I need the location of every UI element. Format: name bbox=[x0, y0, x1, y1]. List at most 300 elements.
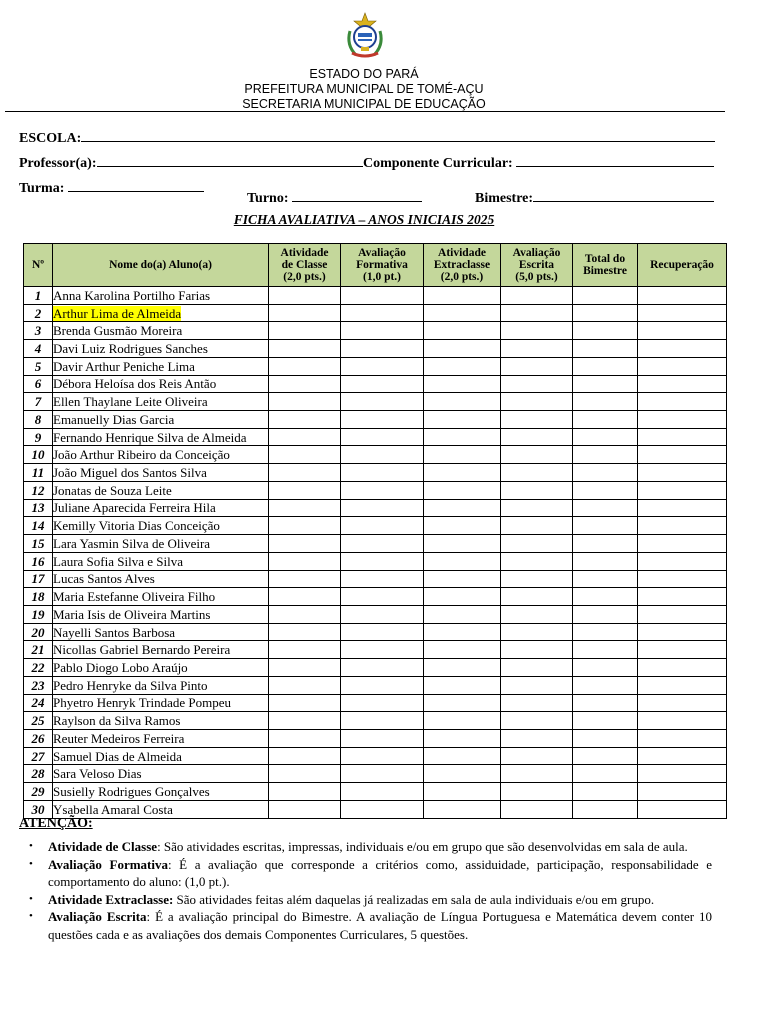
class-activity-cell[interactable] bbox=[269, 747, 341, 765]
formative-cell[interactable] bbox=[341, 676, 424, 694]
recovery-cell[interactable] bbox=[638, 729, 727, 747]
bullet-icon: • bbox=[29, 910, 33, 922]
extraclass-cell[interactable] bbox=[424, 428, 501, 446]
note-class-activity bbox=[29, 838, 712, 856]
row-number: 14 bbox=[24, 517, 53, 535]
student-name-text: Arthur Lima de Almeida bbox=[53, 305, 182, 321]
extraclass-cell[interactable] bbox=[424, 304, 501, 322]
total-cell[interactable] bbox=[573, 322, 638, 340]
header-written-l1: Avaliação bbox=[512, 247, 561, 259]
formative-cell[interactable] bbox=[341, 747, 424, 765]
total-cell[interactable] bbox=[573, 623, 638, 641]
extraclass-cell[interactable] bbox=[424, 729, 501, 747]
written-cell[interactable] bbox=[501, 464, 573, 482]
student-name-text: Maria Estefanne Oliveira Filho bbox=[53, 589, 216, 605]
formative-cell[interactable] bbox=[341, 588, 424, 606]
header-secretariat: SECRETARIA MUNICIPAL DE EDUCAÇÃO bbox=[242, 97, 486, 111]
student-name-text: Nicollas Gabriel Bernardo Pereira bbox=[53, 642, 231, 658]
recovery-cell[interactable] bbox=[638, 588, 727, 606]
extraclass-cell[interactable] bbox=[424, 357, 501, 375]
written-cell[interactable] bbox=[501, 588, 573, 606]
table-row bbox=[24, 623, 727, 641]
note-extraclass-activity bbox=[29, 891, 712, 909]
formative-cell[interactable] bbox=[341, 552, 424, 570]
student-name bbox=[53, 375, 269, 393]
total-cell[interactable] bbox=[573, 641, 638, 659]
row-number: 8 bbox=[24, 411, 53, 429]
total-cell[interactable] bbox=[573, 375, 638, 393]
total-cell[interactable] bbox=[573, 393, 638, 411]
total-cell[interactable] bbox=[573, 535, 638, 553]
teacher-field[interactable] bbox=[19, 153, 363, 172]
formative-cell[interactable] bbox=[341, 287, 424, 305]
extraclass-cell[interactable] bbox=[424, 712, 501, 730]
recovery-cell[interactable] bbox=[638, 623, 727, 641]
table-row bbox=[24, 481, 727, 499]
header-number: Nº bbox=[24, 244, 53, 287]
school-field[interactable] bbox=[19, 128, 715, 147]
recovery-cell[interactable] bbox=[638, 481, 727, 499]
written-cell[interactable] bbox=[501, 304, 573, 322]
formative-cell[interactable] bbox=[341, 375, 424, 393]
class-activity-cell[interactable] bbox=[269, 428, 341, 446]
table-row bbox=[24, 499, 727, 517]
recovery-cell[interactable] bbox=[638, 800, 727, 818]
student-name bbox=[53, 765, 269, 783]
extraclass-cell[interactable] bbox=[424, 588, 501, 606]
row-number: 3 bbox=[24, 322, 53, 340]
row-number: 27 bbox=[24, 747, 53, 765]
note-formative-assessment bbox=[29, 856, 712, 891]
formative-cell[interactable] bbox=[341, 712, 424, 730]
class-activity-cell[interactable] bbox=[269, 517, 341, 535]
header-total-l2: Bimestre bbox=[583, 265, 627, 277]
formative-cell[interactable] bbox=[341, 729, 424, 747]
written-cell[interactable] bbox=[501, 499, 573, 517]
header-total-l1: Total do bbox=[584, 253, 626, 265]
note-term: Atividade Extraclasse: bbox=[48, 891, 174, 907]
total-cell[interactable] bbox=[573, 481, 638, 499]
header-class-activity-l3: (2,0 pts.) bbox=[283, 271, 326, 283]
recovery-cell[interactable] bbox=[638, 641, 727, 659]
class-field[interactable] bbox=[19, 178, 204, 197]
row-number: 10 bbox=[24, 446, 53, 464]
written-cell[interactable] bbox=[501, 570, 573, 588]
student-name-text: Lara Yasmin Silva de Oliveira bbox=[53, 535, 211, 551]
extraclass-cell[interactable] bbox=[424, 623, 501, 641]
class-activity-cell[interactable] bbox=[269, 287, 341, 305]
table-row bbox=[24, 322, 727, 340]
row-number: 4 bbox=[24, 340, 53, 358]
formative-cell[interactable] bbox=[341, 659, 424, 677]
row-number: 15 bbox=[24, 535, 53, 553]
header-student-name: Nome do(a) Aluno(a) bbox=[53, 244, 269, 287]
student-name bbox=[53, 287, 269, 305]
written-cell[interactable] bbox=[501, 623, 573, 641]
table-row bbox=[24, 287, 727, 305]
row-number: 26 bbox=[24, 729, 53, 747]
formative-cell[interactable] bbox=[341, 694, 424, 712]
written-cell[interactable] bbox=[501, 783, 573, 801]
extraclass-cell[interactable] bbox=[424, 535, 501, 553]
class-activity-cell[interactable] bbox=[269, 570, 341, 588]
written-cell[interactable] bbox=[501, 676, 573, 694]
extraclass-cell[interactable] bbox=[424, 464, 501, 482]
student-name-text: Davir Arthur Peniche Lima bbox=[53, 358, 195, 374]
written-cell[interactable] bbox=[501, 641, 573, 659]
class-activity-cell[interactable] bbox=[269, 322, 341, 340]
student-name-text: Lucas Santos Alves bbox=[53, 571, 155, 587]
total-cell[interactable] bbox=[573, 729, 638, 747]
bullet-icon: • bbox=[29, 892, 33, 905]
formative-cell[interactable] bbox=[341, 464, 424, 482]
shift-line bbox=[292, 188, 422, 202]
student-name-text: Emanuelly Dias Garcia bbox=[53, 411, 175, 427]
total-cell[interactable] bbox=[573, 552, 638, 570]
row-number: 9 bbox=[24, 428, 53, 446]
student-name bbox=[53, 393, 269, 411]
written-cell[interactable] bbox=[501, 393, 573, 411]
total-cell[interactable] bbox=[573, 783, 638, 801]
formative-cell[interactable] bbox=[341, 800, 424, 818]
written-cell[interactable] bbox=[501, 535, 573, 553]
total-cell[interactable] bbox=[573, 588, 638, 606]
shift-field[interactable] bbox=[247, 188, 422, 207]
extraclass-cell[interactable] bbox=[424, 747, 501, 765]
recovery-cell[interactable] bbox=[638, 747, 727, 765]
subject-line bbox=[516, 153, 714, 167]
header-state: ESTADO DO PARÁ bbox=[309, 67, 419, 81]
extraclass-cell[interactable] bbox=[424, 783, 501, 801]
class-activity-cell[interactable] bbox=[269, 446, 341, 464]
recovery-cell[interactable] bbox=[638, 712, 727, 730]
student-name bbox=[53, 747, 269, 765]
student-name bbox=[53, 411, 269, 429]
student-name bbox=[53, 623, 269, 641]
formative-cell[interactable] bbox=[341, 357, 424, 375]
bimester-label: Bimestre: bbox=[475, 191, 534, 206]
table-row bbox=[24, 729, 727, 747]
written-cell[interactable] bbox=[501, 357, 573, 375]
table-row bbox=[24, 747, 727, 765]
recovery-cell[interactable] bbox=[638, 535, 727, 553]
student-name bbox=[53, 304, 269, 322]
formative-cell[interactable] bbox=[341, 428, 424, 446]
student-name-text: Maria Isis de Oliveira Martins bbox=[53, 606, 211, 622]
class-activity-cell[interactable] bbox=[269, 659, 341, 677]
formative-cell[interactable] bbox=[341, 481, 424, 499]
table-header-row bbox=[24, 244, 727, 287]
formative-cell[interactable] bbox=[341, 765, 424, 783]
recovery-cell[interactable] bbox=[638, 357, 727, 375]
extraclass-cell[interactable] bbox=[424, 517, 501, 535]
header-formative-l3: (1,0 pt.) bbox=[362, 271, 401, 283]
student-name bbox=[53, 446, 269, 464]
recovery-cell[interactable] bbox=[638, 464, 727, 482]
table-row bbox=[24, 659, 727, 677]
class-line bbox=[68, 178, 204, 192]
recovery-cell[interactable] bbox=[638, 499, 727, 517]
row-number: 6 bbox=[24, 375, 53, 393]
recovery-cell[interactable] bbox=[638, 340, 727, 358]
extraclass-cell[interactable] bbox=[424, 393, 501, 411]
recovery-cell[interactable] bbox=[638, 304, 727, 322]
total-cell[interactable] bbox=[573, 304, 638, 322]
row-number: 13 bbox=[24, 499, 53, 517]
formative-cell[interactable] bbox=[341, 783, 424, 801]
written-cell[interactable] bbox=[501, 729, 573, 747]
extraclass-cell[interactable] bbox=[424, 287, 501, 305]
formative-cell[interactable] bbox=[341, 446, 424, 464]
extraclass-cell[interactable] bbox=[424, 659, 501, 677]
recovery-cell[interactable] bbox=[638, 694, 727, 712]
student-name-text: Raylson da Silva Ramos bbox=[53, 713, 181, 729]
header-class-activity-l2: de Classe bbox=[281, 259, 328, 271]
total-cell[interactable] bbox=[573, 605, 638, 623]
formative-cell[interactable] bbox=[341, 322, 424, 340]
extraclass-cell[interactable] bbox=[424, 694, 501, 712]
page-title: FICHA AVALIATIVA – ANOS INICIAIS 2025 bbox=[233, 212, 495, 227]
header-class-activity-l1: Atividade bbox=[280, 247, 329, 259]
student-name bbox=[53, 481, 269, 499]
student-name bbox=[53, 605, 269, 623]
total-cell[interactable] bbox=[573, 428, 638, 446]
class-activity-cell[interactable] bbox=[269, 588, 341, 606]
header-extraclass-l1: Atividade bbox=[438, 247, 486, 259]
header-bimester-total bbox=[573, 244, 638, 287]
total-cell[interactable] bbox=[573, 464, 638, 482]
shift-label: Turno: bbox=[247, 191, 289, 206]
student-name-text: Pedro Henryke da Silva Pinto bbox=[53, 677, 208, 693]
formative-cell[interactable] bbox=[341, 623, 424, 641]
total-cell[interactable] bbox=[573, 411, 638, 429]
class-activity-cell[interactable] bbox=[269, 481, 341, 499]
recovery-cell[interactable] bbox=[638, 411, 727, 429]
student-name-text: Kemilly Vitoria Dias Conceição bbox=[53, 518, 220, 534]
formative-cell[interactable] bbox=[341, 517, 424, 535]
row-number: 24 bbox=[24, 694, 53, 712]
written-cell[interactable] bbox=[501, 605, 573, 623]
written-cell[interactable] bbox=[501, 287, 573, 305]
note-text: : É a avaliação principal do Bimestre. A avaliação de Língua Portuguesa e Matemática devem conter 10 questões cada e as avaliações dos demais Componentes Curriculares, 5 questões. bbox=[48, 909, 712, 942]
total-cell[interactable] bbox=[573, 765, 638, 783]
table-row bbox=[24, 340, 727, 358]
row-number: 18 bbox=[24, 588, 53, 606]
bimester-field[interactable] bbox=[475, 188, 714, 207]
extraclass-cell[interactable] bbox=[424, 411, 501, 429]
formative-cell[interactable] bbox=[341, 340, 424, 358]
student-name-text: Samuel Dias de Almeida bbox=[53, 748, 182, 764]
student-name bbox=[53, 535, 269, 553]
class-activity-cell[interactable] bbox=[269, 783, 341, 801]
table-row bbox=[24, 535, 727, 553]
header-written-l3: (5,0 pts.) bbox=[515, 271, 558, 283]
row-number: 20 bbox=[24, 623, 53, 641]
total-cell[interactable] bbox=[573, 499, 638, 517]
class-activity-cell[interactable] bbox=[269, 552, 341, 570]
table-row bbox=[24, 800, 727, 818]
recovery-cell[interactable] bbox=[638, 375, 727, 393]
recovery-cell[interactable] bbox=[638, 783, 727, 801]
class-activity-cell[interactable] bbox=[269, 712, 341, 730]
total-cell[interactable] bbox=[573, 676, 638, 694]
extraclass-cell[interactable] bbox=[424, 446, 501, 464]
total-cell[interactable] bbox=[573, 340, 638, 358]
header-extraclass-l2: Extraclasse bbox=[433, 259, 491, 271]
student-name-text: Pablo Diogo Lobo Araújo bbox=[53, 659, 188, 675]
student-name bbox=[53, 322, 269, 340]
recovery-cell[interactable] bbox=[638, 322, 727, 340]
recovery-cell[interactable] bbox=[638, 570, 727, 588]
class-activity-cell[interactable] bbox=[269, 464, 341, 482]
extraclass-cell[interactable] bbox=[424, 322, 501, 340]
table-row bbox=[24, 712, 727, 730]
coat-of-arms-icon bbox=[344, 11, 386, 61]
written-cell[interactable] bbox=[501, 800, 573, 818]
table-row bbox=[24, 783, 727, 801]
class-activity-cell[interactable] bbox=[269, 800, 341, 818]
row-number: 16 bbox=[24, 552, 53, 570]
class-activity-cell[interactable] bbox=[269, 411, 341, 429]
class-activity-cell[interactable] bbox=[269, 729, 341, 747]
total-cell[interactable] bbox=[573, 659, 638, 677]
total-cell[interactable] bbox=[573, 446, 638, 464]
student-name bbox=[53, 783, 269, 801]
extraclass-cell[interactable] bbox=[424, 765, 501, 783]
student-name-text: Davi Luiz Rodrigues Sanches bbox=[53, 341, 208, 357]
table-row bbox=[24, 676, 727, 694]
formative-cell[interactable] bbox=[341, 535, 424, 553]
class-activity-cell[interactable] bbox=[269, 393, 341, 411]
subject-field[interactable] bbox=[363, 153, 714, 172]
row-number: 30 bbox=[24, 800, 53, 818]
student-name-text: Laura Sofia Silva e Silva bbox=[53, 553, 183, 569]
row-number: 25 bbox=[24, 712, 53, 730]
student-name-text: Phyetro Henryk Trindade Pompeu bbox=[53, 695, 232, 711]
recovery-cell[interactable] bbox=[638, 393, 727, 411]
student-name-text: Ysabella Amaral Costa bbox=[53, 801, 173, 817]
table-row bbox=[24, 605, 727, 623]
class-activity-cell[interactable] bbox=[269, 535, 341, 553]
written-cell[interactable] bbox=[501, 694, 573, 712]
written-cell[interactable] bbox=[501, 712, 573, 730]
written-cell[interactable] bbox=[501, 428, 573, 446]
formative-cell[interactable] bbox=[341, 641, 424, 659]
formative-cell[interactable] bbox=[341, 393, 424, 411]
total-cell[interactable] bbox=[573, 747, 638, 765]
recovery-cell[interactable] bbox=[638, 552, 727, 570]
recovery-cell[interactable] bbox=[638, 517, 727, 535]
note-term: Atividade de Classe bbox=[48, 839, 158, 854]
class-activity-cell[interactable] bbox=[269, 605, 341, 623]
formative-cell[interactable] bbox=[341, 570, 424, 588]
row-number: 11 bbox=[24, 464, 53, 482]
written-cell[interactable] bbox=[501, 765, 573, 783]
student-name-text: Susielly Rodrigues Gonçalves bbox=[53, 783, 210, 799]
written-cell[interactable] bbox=[501, 552, 573, 570]
student-name-text: João Miguel dos Santos Silva bbox=[53, 465, 207, 481]
class-activity-cell[interactable] bbox=[269, 304, 341, 322]
total-cell[interactable] bbox=[573, 694, 638, 712]
extraclass-cell[interactable] bbox=[424, 340, 501, 358]
class-activity-cell[interactable] bbox=[269, 765, 341, 783]
extraclass-cell[interactable] bbox=[424, 641, 501, 659]
total-cell[interactable] bbox=[573, 287, 638, 305]
class-activity-cell[interactable] bbox=[269, 676, 341, 694]
extraclass-cell[interactable] bbox=[424, 499, 501, 517]
recovery-cell[interactable] bbox=[638, 676, 727, 694]
table-row bbox=[24, 464, 727, 482]
table-row bbox=[24, 357, 727, 375]
written-cell[interactable] bbox=[501, 340, 573, 358]
formative-cell[interactable] bbox=[341, 304, 424, 322]
written-cell[interactable] bbox=[501, 375, 573, 393]
total-cell[interactable] bbox=[573, 357, 638, 375]
class-label: Turma: bbox=[19, 181, 65, 196]
extraclass-cell[interactable] bbox=[424, 800, 501, 818]
extraclass-cell[interactable] bbox=[424, 375, 501, 393]
total-cell[interactable] bbox=[573, 800, 638, 818]
recovery-cell[interactable] bbox=[638, 659, 727, 677]
recovery-cell[interactable] bbox=[638, 428, 727, 446]
formative-cell[interactable] bbox=[341, 499, 424, 517]
attention-title: ATENÇÃO: bbox=[19, 816, 93, 831]
extraclass-cell[interactable] bbox=[424, 552, 501, 570]
total-cell[interactable] bbox=[573, 570, 638, 588]
row-number: 22 bbox=[24, 659, 53, 677]
written-cell[interactable] bbox=[501, 481, 573, 499]
written-cell[interactable] bbox=[501, 411, 573, 429]
student-name bbox=[53, 570, 269, 588]
student-name bbox=[53, 499, 269, 517]
header-extraclass-l3: (2,0 pts.) bbox=[440, 271, 484, 283]
written-cell[interactable] bbox=[501, 747, 573, 765]
student-name-text: Reuter Medeiros Ferreira bbox=[53, 730, 185, 746]
formative-cell[interactable] bbox=[341, 411, 424, 429]
extraclass-cell[interactable] bbox=[424, 676, 501, 694]
recovery-cell[interactable] bbox=[638, 765, 727, 783]
written-cell[interactable] bbox=[501, 659, 573, 677]
class-activity-cell[interactable] bbox=[269, 499, 341, 517]
extraclass-cell[interactable] bbox=[424, 605, 501, 623]
student-name-text: João Arthur Ribeiro da Conceição bbox=[53, 447, 230, 463]
extraclass-cell[interactable] bbox=[424, 570, 501, 588]
recovery-cell[interactable] bbox=[638, 446, 727, 464]
written-cell[interactable] bbox=[501, 517, 573, 535]
class-activity-cell[interactable] bbox=[269, 694, 341, 712]
total-cell[interactable] bbox=[573, 517, 638, 535]
table-row bbox=[24, 765, 727, 783]
written-cell[interactable] bbox=[501, 322, 573, 340]
extraclass-cell[interactable] bbox=[424, 481, 501, 499]
class-activity-cell[interactable] bbox=[269, 357, 341, 375]
note-text: São atividades feitas além daquelas já realizadas em sala de aula individuais e/ou em grupo. bbox=[173, 891, 655, 907]
recovery-cell[interactable] bbox=[638, 605, 727, 623]
recovery-cell[interactable] bbox=[638, 287, 727, 305]
written-cell[interactable] bbox=[501, 446, 573, 464]
row-number: 21 bbox=[24, 641, 53, 659]
note-term: Avaliação Escrita bbox=[48, 909, 147, 924]
class-activity-cell[interactable] bbox=[269, 623, 341, 641]
header-prefecture: PREFEITURA MUNICIPAL DE TOMÉ-AÇU bbox=[244, 82, 484, 96]
class-activity-cell[interactable] bbox=[269, 375, 341, 393]
class-activity-cell[interactable] bbox=[269, 340, 341, 358]
note-text: : É a avaliação que corresponde a critérios como, assiduidade, participação, responsabilidade e comportamento do aluno: (1,0 pt.). bbox=[48, 856, 712, 889]
class-activity-cell[interactable] bbox=[269, 641, 341, 659]
formative-cell[interactable] bbox=[341, 605, 424, 623]
row-number: 12 bbox=[24, 481, 53, 499]
total-cell[interactable] bbox=[573, 712, 638, 730]
